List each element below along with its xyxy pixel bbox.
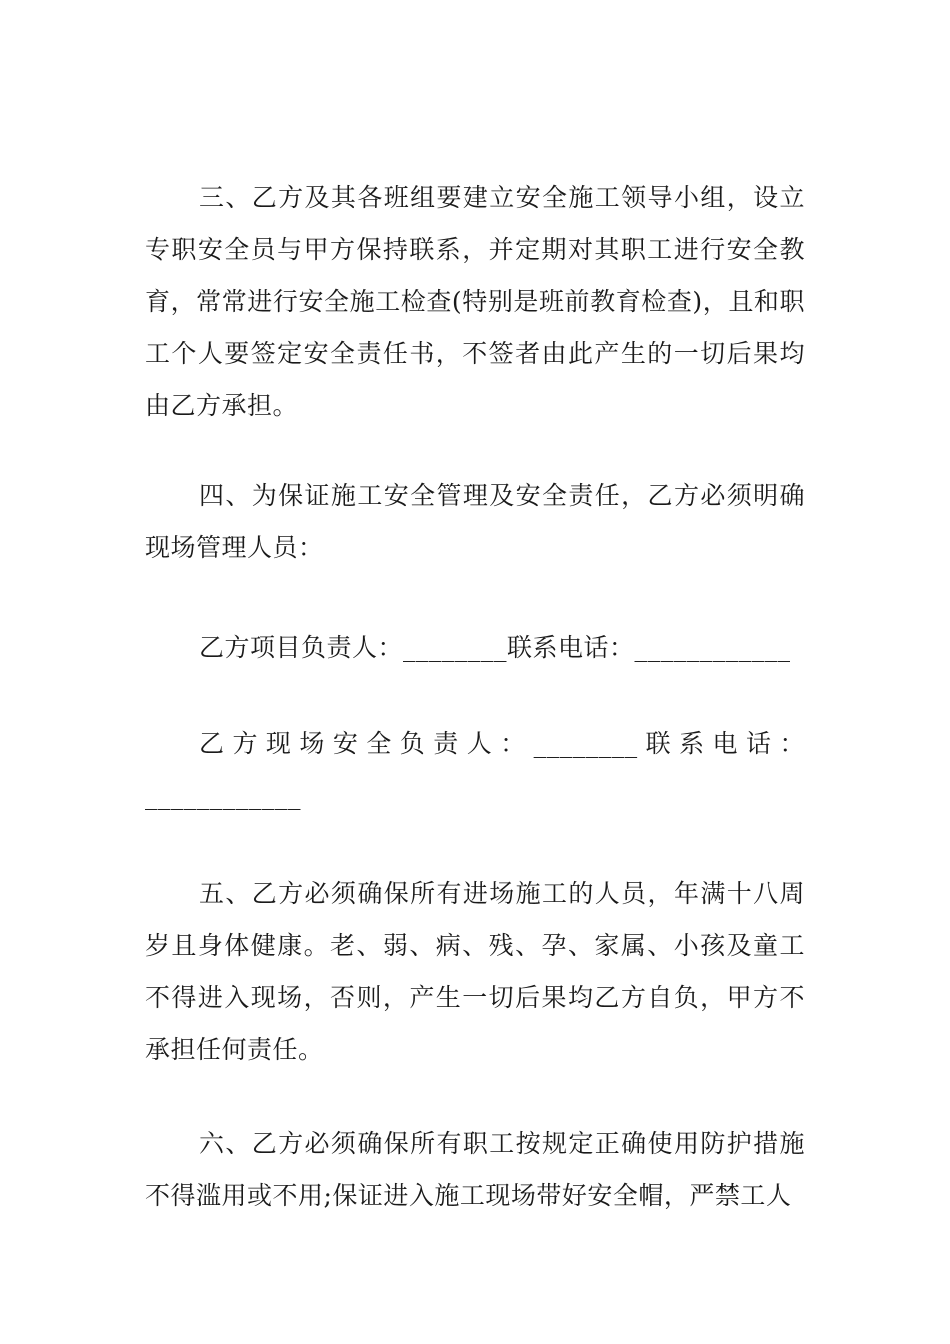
safety-manager-line: 乙方现场安全负责人：________联系电话：____________ <box>145 729 805 810</box>
paragraph-clause-6: 六、乙方必须确保所有职工按规定正确使用防护措施不得滥用或不用;保证进入施工现场带好安全帽，严禁工人 <box>145 1129 805 1210</box>
project-manager-line: 乙方项目负责人：________联系电话：____________ <box>199 633 791 662</box>
paragraph-clause-3: 三、乙方及其各班组要建立安全施工领导小组，设立专职安全员与甲方保持联系，并定期对其职工进行安全教育，常常进行安全施工检查(特别是班前教育检查)，且和职工个人要签定安全责任书，不签者由此产生的一切后果均由乙方承担。 <box>145 183 805 420</box>
paragraph-clause-4: 四、为保证施工安全管理及安全责任，乙方必须明确现场管理人员： <box>145 481 805 562</box>
paragraph-clause-5: 五、乙方必须确保所有进场施工的人员，年满十八周岁且身体健康。老、弱、病、残、孕、家属、小孩及童工不得进入现场，否则，产生一切后果均乙方自负，甲方不承担任何责任。 <box>145 879 805 1064</box>
